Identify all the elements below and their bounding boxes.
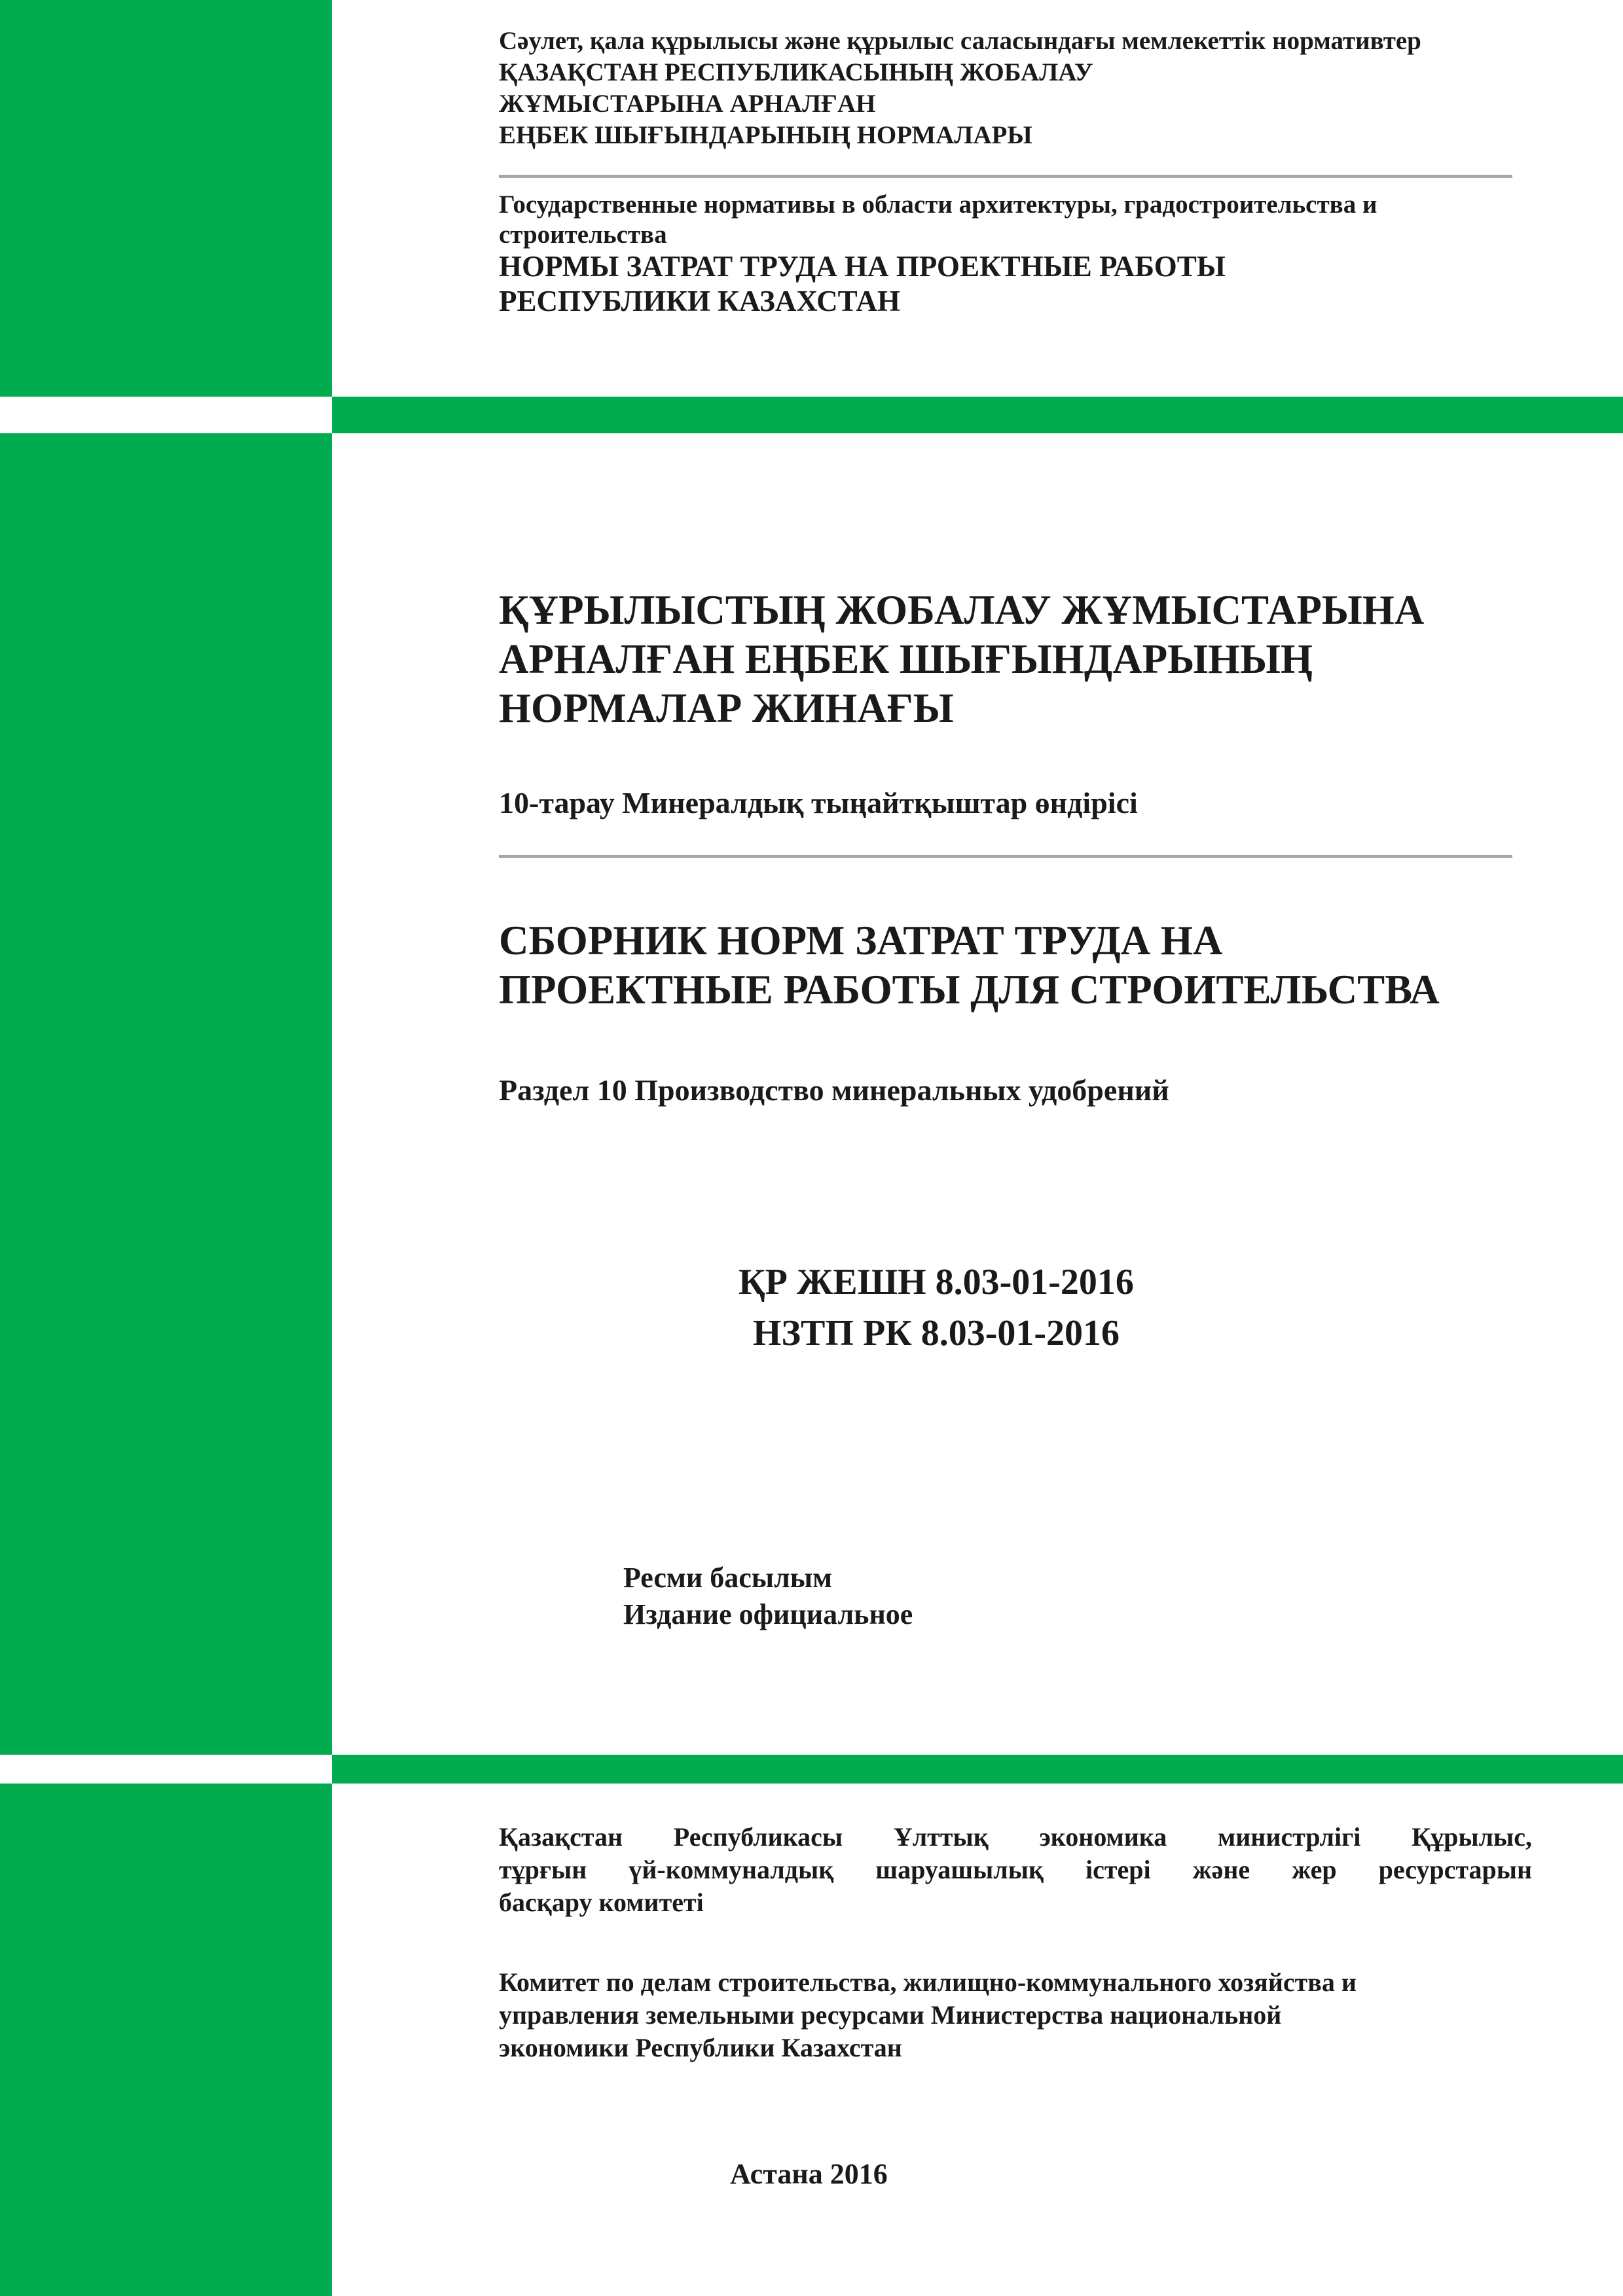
header-kz-line: ҚАЗАҚСТАН РЕСПУБЛИКАСЫНЫҢ ЖОБАЛАУ [499, 58, 1093, 86]
divider-header [499, 175, 1512, 178]
edition [623, 1560, 913, 1633]
header-ru [499, 189, 1377, 319]
section-kz: 10-тарау Минералдық тыңайтқыштар өндірісі [499, 786, 1138, 819]
header-ru-line: строительства [499, 221, 667, 249]
header-kz-line: ЕҢБЕК ШЫҒЫНДАРЫНЫҢ НОРМАЛАРЫ [499, 121, 1032, 149]
committee-kz-line: басқару комитеті [499, 1888, 704, 1917]
committee-ru [499, 1966, 1357, 2064]
header-kz [499, 26, 1421, 151]
edition-kz: Ресми басылым [623, 1562, 833, 1594]
horizontal-stripe-lower [332, 1755, 1623, 1784]
code-ru: НЗТП РК 8.03-01-2016 [752, 1313, 1120, 1354]
title-kz-line: ҚҰРЫЛЫСТЫҢ ЖОБАЛАУ ЖҰМЫСТАРЫНА [499, 587, 1425, 633]
divider-title [499, 855, 1512, 858]
left-bar-main [0, 433, 332, 1755]
section-ru: Раздел 10 Производство минеральных удобрений [499, 1073, 1169, 1107]
left-bar-top [0, 0, 332, 397]
left-bar-bottom [0, 1784, 332, 2296]
header-kz-line: Сәулет, қала құрылысы және құрылыс саласындағы мемлекеттік нормативтер [499, 27, 1421, 55]
title-ru-line: ПРОЕКТНЫЕ РАБОТЫ ДЛЯ СТРОИТЕЛЬСТВА [499, 967, 1440, 1013]
horizontal-stripe-upper [332, 397, 1623, 433]
committee-ru-line: управления земельными ресурсами Министерства национальной [499, 2000, 1282, 2030]
committee-ru-line: Комитет по делам строительства, жилищно-коммунального хозяйства и [499, 1967, 1357, 1997]
header-ru-line: НОРМЫ ЗАТРАТ ТРУДА НА ПРОЕКТНЫЕ РАБОТЫ [499, 250, 1226, 283]
title-ru-line: СБОРНИК НОРМ ЗАТРАТ ТРУДА НА [499, 918, 1223, 963]
header-kz-line: ЖҰМЫСТАРЫНА АРНАЛҒАН [499, 90, 876, 118]
title-kz-line: АРНАЛҒАН ЕҢБЕК ШЫҒЫНДАРЫНЫҢ [499, 636, 1313, 682]
committee-kz-line: тұрғын үй-коммуналдық шаруашылық істері және жер ресурстарын [499, 1855, 1532, 1884]
title-kz [499, 586, 1424, 733]
title-ru [499, 916, 1440, 1014]
committee-ru-line: экономики Республики Казахстан [499, 2033, 902, 2062]
title-kz-line: НОРМАЛАР ЖИНАҒЫ [499, 685, 954, 731]
code-kz: ҚР ЖЕШН 8.03-01-2016 [739, 1262, 1134, 1302]
header-ru-line: РЕСПУБЛИКИ КАЗАХСТАН [499, 285, 900, 317]
committee-kz [499, 1821, 1532, 1919]
committee-kz-line: Қазақстан Республикасы Ұлттық экономика министрлігі Құрылыс, [499, 1822, 1532, 1852]
city-year: Астана 2016 [730, 2158, 888, 2190]
edition-ru: Издание официальное [623, 1598, 913, 1630]
document-codes [589, 1257, 1283, 1359]
header-ru-line: Государственные нормативы в области архитектуры, градостроительства и [499, 190, 1377, 219]
